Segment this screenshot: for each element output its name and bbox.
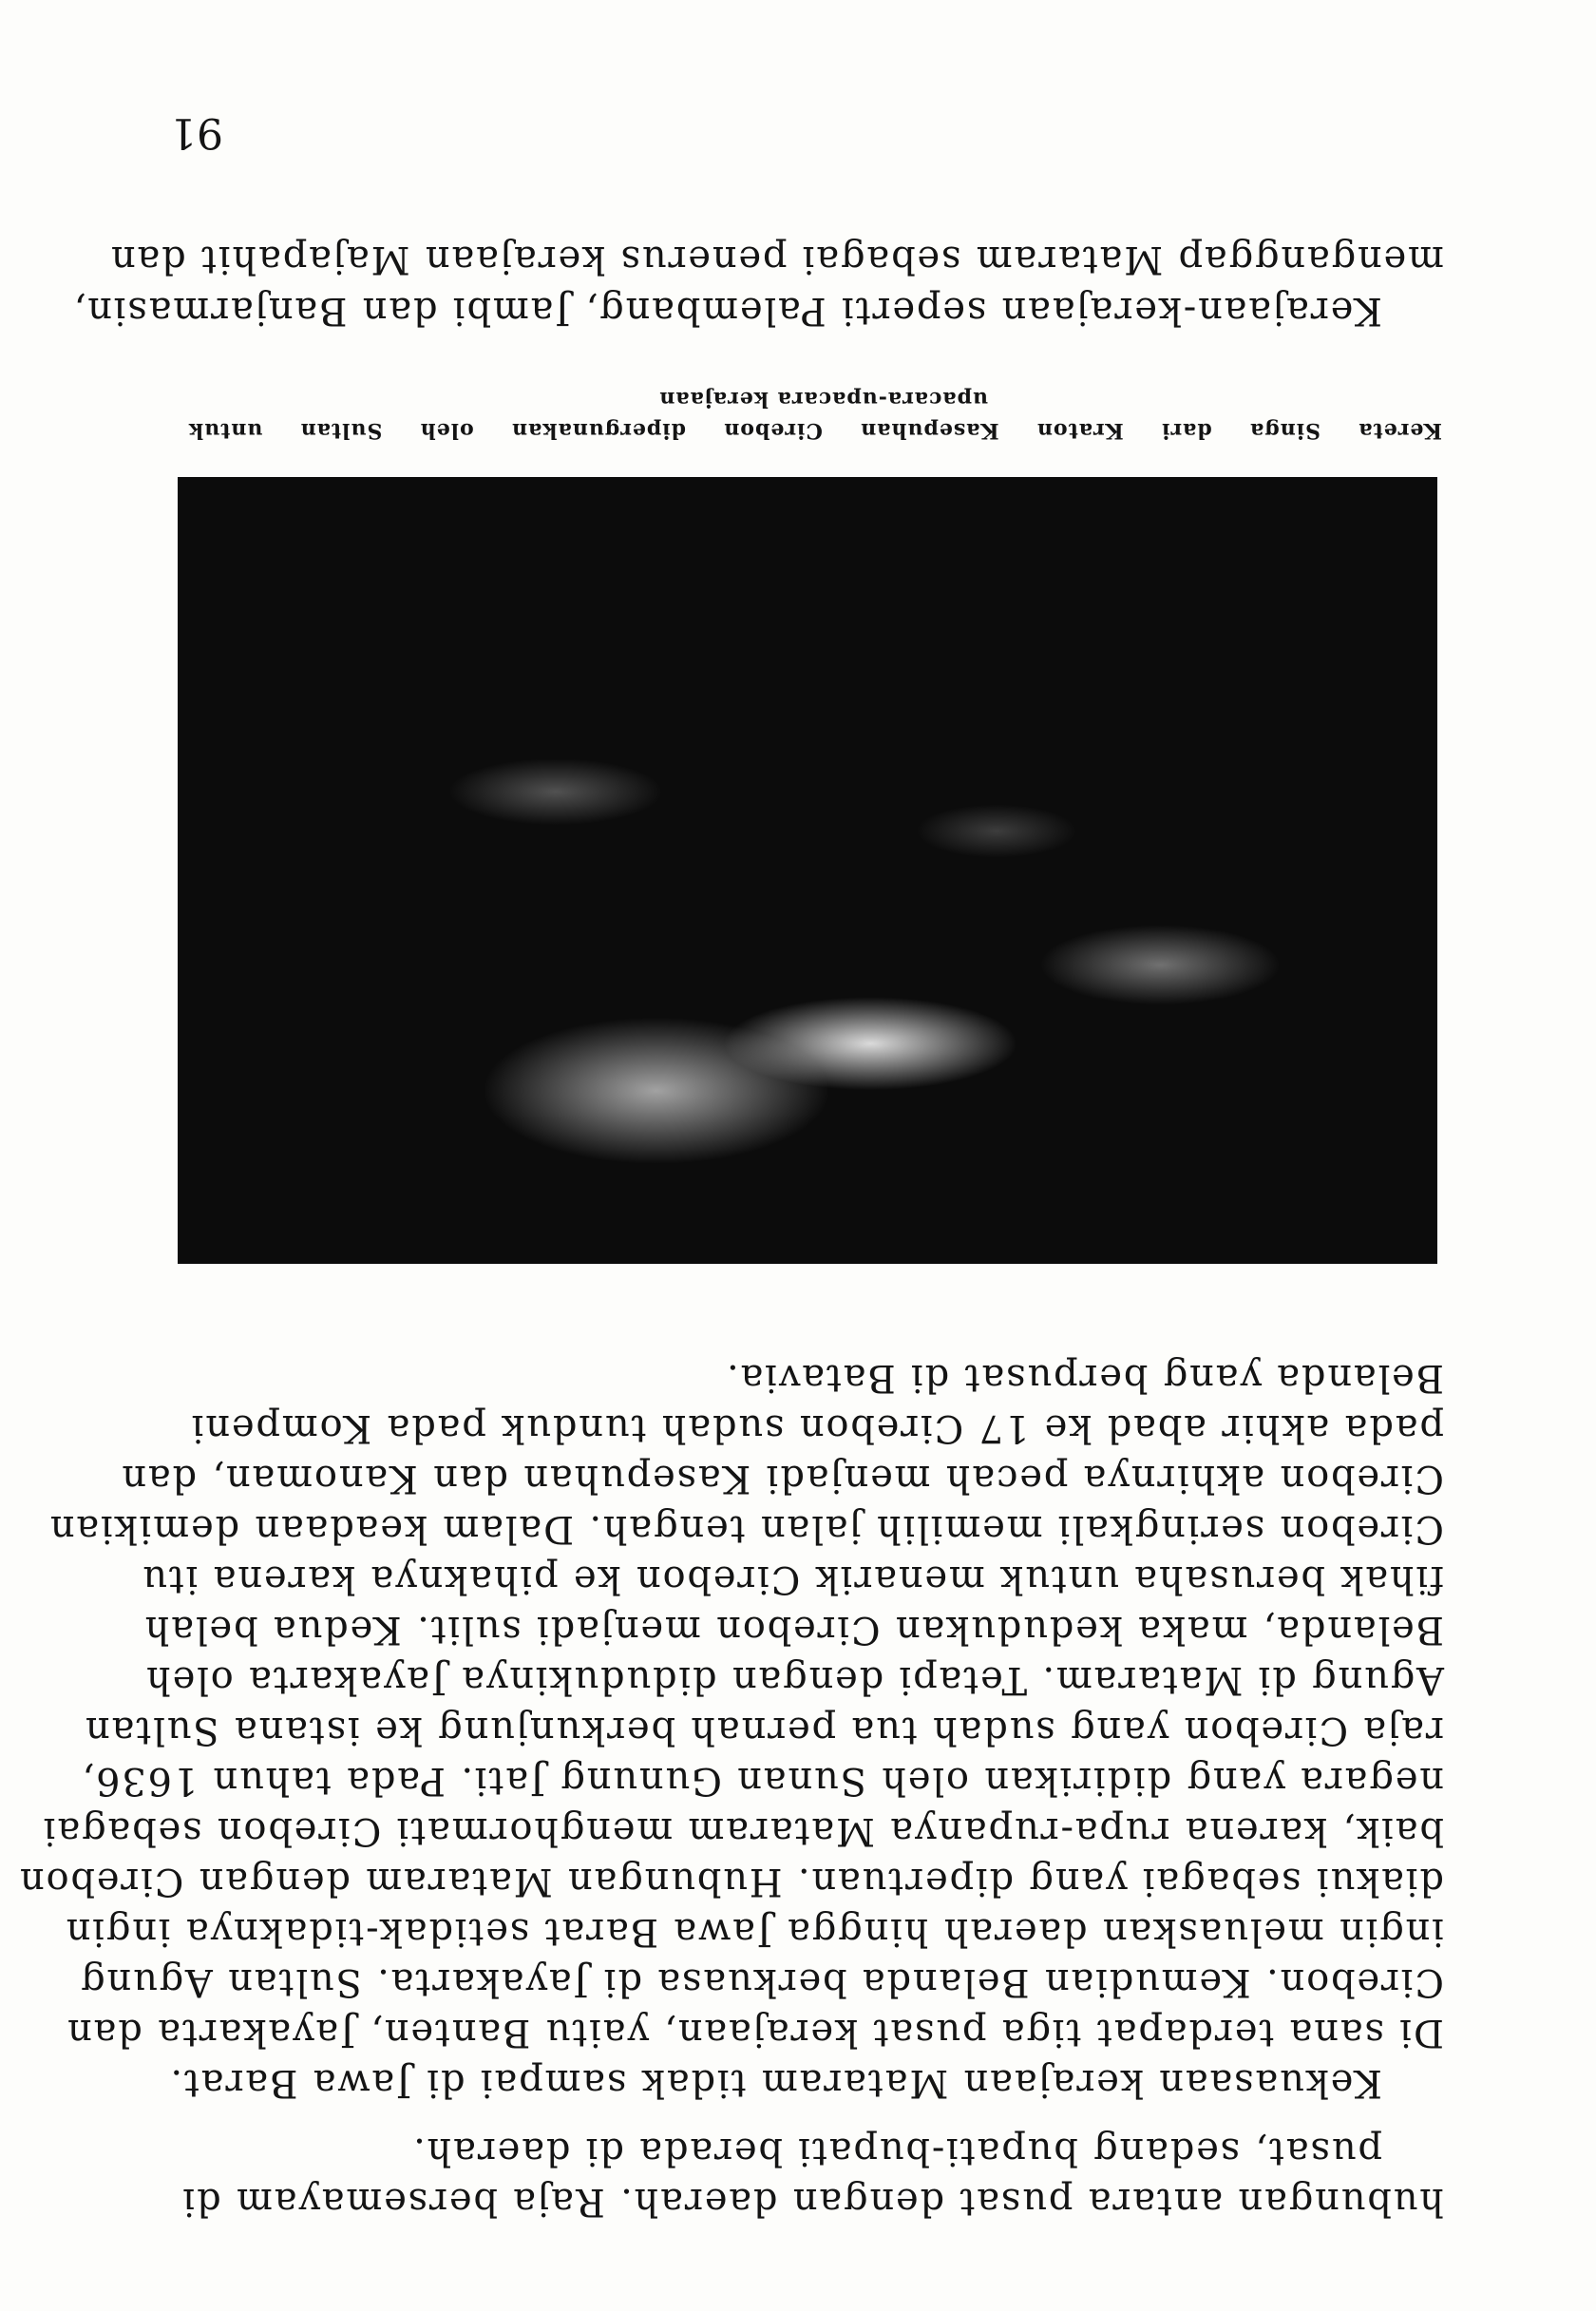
body-text-line: baik, karena rupa-rupanya Mataram menghormati Cirebon sebagai [42,1809,1444,1853]
body-text-line: Cirebon akhirnya pecah menjadi Kasepuhan dan Kanoman, dan [120,1457,1444,1500]
body-text-line: pusat, sedang bupati-bupati berada di daerah. [411,2130,1382,2173]
body-text-line: negara yang didirikan oleh Sunan Gunung Jati. Pada tahun 1636, [80,1759,1444,1803]
body-text-line: menganggap Mataram sebagai penerus kerajaan Majapahit dan [109,238,1444,281]
body-text-line: Belanda yang berpusat di Batavia. [725,1356,1444,1400]
body-text-line: Cirebon seringkali memilih jalan tengah. Dalam keadaan demikian [48,1507,1444,1551]
photo-caption-line: upacara-upacara kerajaan [658,387,988,411]
body-text-line: Di sana terdapat tiga pusat kerajaan, yaitu Banten, Jayakarta dan [66,2011,1444,2054]
body-text-line: Belanda, maka kedudukan Cirebon menjadi sulit. Kedua belah [142,1608,1444,1652]
page-number: 91 [170,108,223,157]
body-text-line: Kerajaan-kerajaan seperti Palembang, Jambi dan Banjarmasin, [71,289,1382,333]
body-text-line: Agung di Mataram. Tetapi dengan didudukinya Jayakarta oleh [144,1658,1444,1702]
body-text-line: hubungan antara pusat dengan daerah. Raja bersemayam di [180,2180,1444,2224]
body-text-line: Cirebon. Kemudian Belanda berkuasa di Jayakarta. Sultan Agung [79,1960,1444,2004]
photo-caption-line: Kereta Singa dari Kraton Kasepuhan Cirebon dipergunakan oleh Sultan untuk [188,418,1442,443]
body-text-line: diakui sebagai yang dipertuan. Hubungan Mataram dengan Cirebon [18,1860,1444,1903]
body-text-line: pada akhir abad ke 17 Cirebon sudah tunduk pada Kompeni [190,1406,1444,1450]
body-text-line: raja Cirebon yang sudah tua pernah berkunjung ke istana Sultan [84,1709,1444,1752]
royal-carriage-photo [178,477,1437,1264]
body-text-line: Kekuasaan kerajaan Mataram tidak sampai di Jawa Barat. [168,2061,1382,2105]
body-text-line: ingin meluaskan daerah hingga Jawa Barat setidak-tidaknya ingin [64,1910,1444,1954]
body-text-line: fihak berusaha untuk menarik Cirebon ke pihaknya karena itu [141,1557,1444,1601]
